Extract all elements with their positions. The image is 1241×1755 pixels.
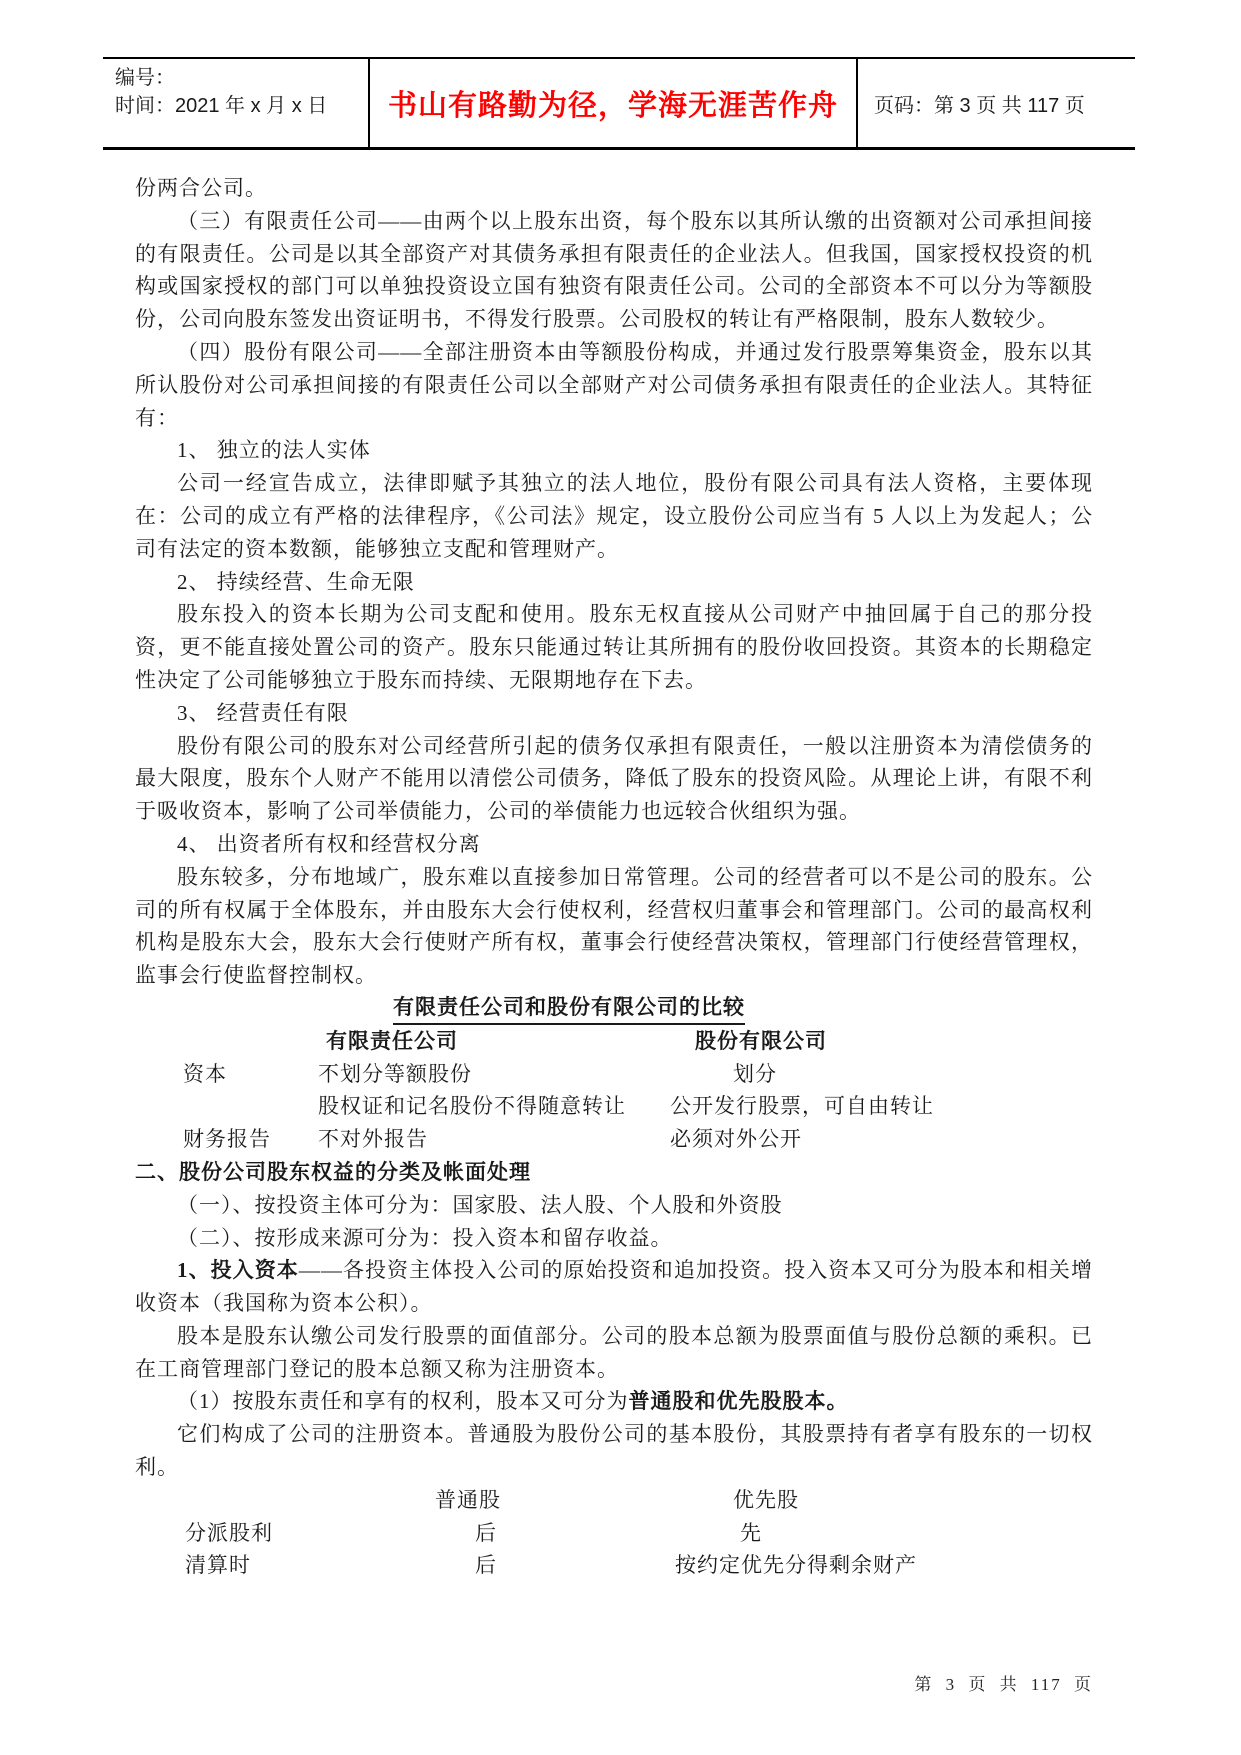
paragraph: 股东投入的资本长期为公司支配和使用。股东无权直接从公司财产中抽回属于自己的那分投资，更不能直接处置公司的资产。股东只能通过转让其所拥有的股份收回投资。其资本的长期稳定性决定了公司能够独立于股东而持续、无限期地存在下去。 — [135, 602, 1093, 692]
row-cell: 后 — [475, 1520, 497, 1545]
row-cell: 公开发行股票，可自由转让 — [670, 1094, 934, 1119]
table-row — [135, 1517, 1093, 1550]
document-body — [135, 172, 1093, 1582]
col-header-limited-company: 有限责任公司 — [326, 1028, 458, 1053]
paragraph: 份两合公司。 — [135, 176, 267, 200]
row-label: 财务报告 — [183, 1127, 271, 1152]
row-cell: 按约定优先分得剩余财产 — [675, 1553, 917, 1578]
page-header — [103, 57, 1135, 150]
row-cell: 不对外报告 — [318, 1127, 428, 1152]
list-item-3: 3、 经营责任有限 — [177, 700, 349, 725]
paragraph: 股东较多，分布地域广，股东难以直接参加日常管理。公司的经营者可以不是公司的股东。公司的所有权属于全体股东，并由股东大会行使权利，经营权归董事会和管理部门。公司的最高权利机构是股东大会，股东大会行使财产所有权，董事会行使经营决策权，管理部门行使经营管理权，监事会行使监督控制权。 — [135, 864, 1093, 988]
row-label: 清算时 — [185, 1553, 251, 1578]
stock-table-header-row — [135, 1484, 1093, 1517]
paragraph-text: ——各投资主体投入公司的原始投资和追加投资。投入资本又可分为股本和相关增收资本（我国称为资本公积）。 — [135, 1258, 1093, 1316]
paragraph: 公司一经宣告成立，法律即赋予其独立的法人地位，股份有限公司具有法人资格，主要体现在：公司的成立有严格的法律程序，《公司法》规定，设立股份公司应当有 5 人以上为发起人；公司有法定的资本数额，能够独立支配和管理财产。 — [135, 471, 1093, 561]
paragraph-composition: 它们构成了公司的注册资本。普通股为股份公司的基本股份，其股票持有者享有股东的一切权利。 — [135, 1422, 1093, 1480]
paragraph-share-types — [135, 1385, 1093, 1418]
header-motto: 书山有路勤为径，学海无涯苦作舟 — [368, 59, 858, 147]
doc-number-label: 编号： — [115, 67, 175, 89]
comparison-table-title: 有限责任公司和股份有限公司的比较 — [393, 992, 745, 1025]
paragraph-limited-liability-company: （三）有限责任公司——由两个以上股东出资，每个股东以其所认缴的出资额对公司承担间接的有限责任。公司是以其全部资产对其债务承担有限责任的企业法人。但我国，国家授权投资的机构或国家授权的部门可以单独投资设立国有独资有限责任公司。公司的全部资本不可以分为等额股份，公司向股东签发出资证明书，不得发行股票。公司股权的转让有严格限制，股东人数较少。 — [135, 208, 1093, 332]
list-item-2: 2、 持续经营、生命无限 — [177, 569, 415, 594]
row-cell: 后 — [475, 1553, 497, 1578]
col-header-common-stock: 普通股 — [435, 1487, 501, 1512]
paragraph: 股份有限公司的股东对公司经营所引起的债务仅承担有限责任，一般以注册资本为清偿债务的最大限度，股东个人财产不能用以清偿公司债务，降低了股东的投资风险。从理论上讲，有限不利于吸收资本，影响了公司举债能力，公司的举债能力也远较合伙组织为强。 — [135, 733, 1093, 824]
row-cell: 必须对外公开 — [670, 1127, 802, 1152]
col-header-preferred-stock: 优先股 — [733, 1487, 799, 1512]
paragraph-invested-capital — [135, 1254, 1093, 1320]
row-label: 分派股利 — [185, 1520, 273, 1545]
comparison-table-header-row — [135, 1025, 1093, 1058]
row-label: 资本 — [183, 1061, 227, 1086]
table-row — [135, 1123, 1093, 1156]
doc-time-label: 时间：2021 年 x 月 x 日 — [115, 95, 328, 117]
list-item: （二）、按形成来源可分为：投入资本和留存收益。 — [177, 1225, 673, 1250]
row-cell: 不划分等额股份 — [318, 1061, 472, 1086]
header-page-number: 页码：第 3 页 共 117 页 — [874, 94, 1085, 117]
paragraph-joint-stock-company: （四）股份有限公司——全部注册资本由等额股份构成，并通过发行股票筹集资金，股东以其所认股份对公司承担间接的有限责任公司以全部财产对公司债务承担有限责任的企业法人。其特征有： — [135, 339, 1093, 430]
share-types-term: 普通股和优先股股本。 — [628, 1389, 849, 1414]
list-item: （一）、按投资主体可分为：国家股、法人股、个人股和外资股 — [177, 1192, 783, 1217]
row-cell: 股权证和记名股份不得随意转让 — [318, 1094, 626, 1119]
footer-page-number: 第 3 页 共 117 页 — [914, 1675, 1093, 1694]
table-row — [135, 1549, 1093, 1582]
row-label — [183, 1090, 318, 1123]
row-cell: 划分 — [733, 1061, 777, 1086]
paragraph-text: （1）按股东责任和享有的权利，股本又可分为 — [177, 1389, 629, 1414]
col-header-stock-company: 股份有限公司 — [695, 1028, 827, 1053]
table-row — [135, 1058, 1093, 1091]
header-meta-cell — [103, 59, 368, 147]
paragraph-share-capital: 股本是股东认缴公司发行股票的面值部分。公司的股本总额为股票面值与股份总额的乘积。已在工商管理部门登记的股本总额又称为注册资本。 — [135, 1323, 1093, 1381]
invested-capital-term: 1、投入资本 — [177, 1258, 299, 1283]
list-item-4: 4、 出资者所有权和经营权分离 — [177, 831, 481, 856]
table-row — [135, 1090, 1093, 1123]
row-cell: 先 — [740, 1520, 762, 1545]
list-item-1: 1、 独立的法人实体 — [177, 438, 371, 463]
section-heading: 二、股份公司股东权益的分类及帐面处理 — [135, 1159, 531, 1184]
